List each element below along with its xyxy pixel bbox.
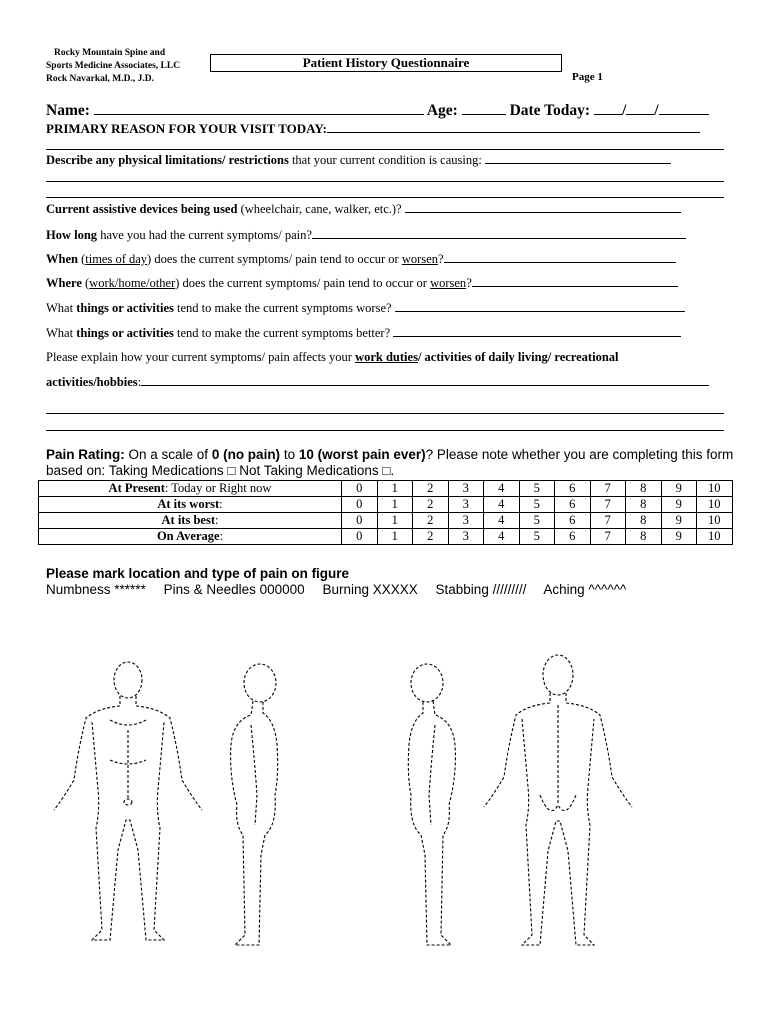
clinic-info [46,47,180,86]
better-row[interactable] [46,326,681,341]
pain-score-option[interactable]: 5 [519,529,555,545]
when-paren: ( [77,252,86,266]
pain-score-option[interactable]: 1 [377,481,413,497]
worse-pre: What [46,301,77,315]
where-label-bold: Where [46,276,82,290]
when-row[interactable] [46,252,676,267]
limitations-label-bold: Describe any physical limitations/ restrictions [46,153,289,167]
limitations-label: that your current condition is causing: [288,153,485,167]
pain-rating-row-label-bold: At Present [108,481,165,495]
pain-rating-row [39,481,733,497]
worse-label: tend to make the current symptoms worse? [173,301,395,315]
where-label: ) does the current symptoms/ pain tend to occur or [175,276,431,290]
when-worsen: worsen [401,252,438,266]
how-long-row[interactable] [46,228,686,243]
where-worsen: worsen [430,276,467,290]
better-label-bold: things or activities [76,326,174,340]
date-day-field[interactable] [626,104,654,115]
primary-reason-field[interactable] [327,122,700,133]
legend-pins-needles: Pins & Needles 000000 [163,582,305,597]
legend-burning: Burning XXXXX [322,582,418,597]
pain-score-option[interactable]: 9 [661,481,697,497]
date-label: Date Today: [509,102,591,119]
explain-row [46,350,619,365]
pain-score-option[interactable]: 4 [484,481,520,497]
pain-score-option[interactable]: 2 [413,513,449,529]
pain-score-option[interactable]: 5 [519,513,555,529]
clinic-name-line1: Rocky Mountain Spine and [54,48,166,58]
explain-work-duties: work duties [355,350,418,364]
hobbies-colon: : [137,375,142,389]
hobbies-label-bold: activities/hobbies [46,375,138,389]
pain-score-option[interactable]: 5 [519,497,555,513]
pain-scale-text: On a scale of [124,447,212,462]
pain-score-option[interactable]: 9 [661,497,697,513]
hobbies-row[interactable] [46,375,709,390]
pain-rating-row-label-bold: On Average [156,529,220,543]
pain-score-option[interactable]: 9 [661,513,697,529]
pain-scale-max: 10 (worst pain ever) [298,447,426,462]
answer-line[interactable] [46,413,724,414]
pain-score-option[interactable]: 4 [484,529,520,545]
age-field[interactable] [462,104,506,115]
when-question-mark: ? [437,252,444,266]
pain-rating-row-label-bold: At its worst [157,497,220,511]
pain-score-option[interactable]: 7 [590,497,626,513]
pain-rating-heading [46,447,736,479]
body-figure-side-left[interactable] [385,655,475,950]
pain-score-option[interactable]: 2 [413,497,449,513]
explain-label-bold: / activities of daily living/ recreational [417,350,619,364]
pain-score-option[interactable]: 3 [448,513,484,529]
where-paren: ( [81,276,90,290]
explain-label: Please explain how your current symptoms/ pain affects your [46,350,356,364]
pain-type-legend [46,582,640,597]
pain-score-option[interactable]: 0 [342,529,378,545]
pain-medication-note: ? Please note whether you are completing this form based on: Taking Medications □ Not Taking Medications □. [46,447,734,478]
pain-rating-row-label-rest: : Today or Right now [164,481,272,495]
pain-rating-row-label [39,481,342,497]
better-pre: What [46,326,77,340]
pain-score-option[interactable]: 3 [448,497,484,513]
legend-aching: Aching ^^^^^^ [543,582,627,597]
pain-rating-row-label-rest: : [219,497,223,511]
date-month-field[interactable] [594,104,622,115]
name-label: Name: [46,102,90,119]
pain-score-option[interactable]: 7 [590,529,626,545]
name-field[interactable] [94,104,424,115]
when-times-of-day: times of day [85,252,148,266]
pain-score-option[interactable]: 3 [448,529,484,545]
pain-score-option[interactable]: 3 [448,481,484,497]
pain-score-option[interactable]: 10 [697,481,733,497]
pain-score-option[interactable]: 2 [413,481,449,497]
better-field[interactable] [393,326,681,337]
pain-score-option[interactable]: 7 [590,513,626,529]
where-question-mark: ? [466,276,472,290]
pain-score-option[interactable]: 8 [626,513,662,529]
pain-rating-row-label-bold: At its best [161,513,215,527]
pain-score-option[interactable]: 1 [377,497,413,513]
form-title: Patient History Questionnaire [302,55,470,70]
hobbies-field[interactable] [141,375,709,386]
how-long-label: have you had the current symptoms/ pain? [97,228,312,242]
pain-score-option[interactable]: 0 [342,513,378,529]
age-label: Age: [426,102,458,119]
body-figure-front[interactable] [48,650,208,950]
primary-reason-label: PRIMARY REASON FOR YOUR VISIT TODAY: [46,121,327,136]
pain-score-option[interactable]: 10 [697,497,733,513]
pain-scale-min: 0 (no pain) [211,447,281,462]
worse-field[interactable] [395,301,685,312]
pain-rating-row-label-rest: : [214,513,219,527]
limitations-field[interactable] [485,153,671,164]
answer-line[interactable] [46,430,724,431]
pain-score-option[interactable]: 6 [555,529,591,545]
answer-line[interactable] [46,181,724,182]
pain-rating-row-label-rest: : [219,529,224,543]
pain-rating-label: Pain Rating: [46,447,125,462]
where-row[interactable] [46,276,678,291]
when-label: ) does the current symptoms/ pain tend to occur or [147,252,402,266]
pain-score-option[interactable]: 5 [519,481,555,497]
pain-score-option[interactable]: 8 [626,497,662,513]
clinic-name-line2: Sports Medicine Associates, LLC [46,61,181,71]
answer-line[interactable] [46,149,724,150]
pain-rating-row-label [39,497,342,513]
pain-score-option[interactable]: 1 [377,529,413,545]
pain-score-option[interactable]: 0 [342,481,378,497]
where-work-home-other: work/home/other [89,276,176,290]
when-field[interactable] [444,252,676,263]
pain-score-option[interactable]: 10 [697,529,733,545]
limitations-row[interactable] [46,153,671,168]
pain-score-option[interactable]: 7 [590,481,626,497]
legend-numbness: Numbness ****** [46,582,146,597]
better-label: tend to make the current symptoms better? [173,326,394,340]
page-number: Page 1 [572,71,603,83]
pain-score-option[interactable]: 8 [626,481,662,497]
form-title-box [210,54,562,72]
pain-score-option[interactable]: 4 [484,513,520,529]
pain-scale-to: to [280,447,299,462]
worse-row[interactable] [46,301,685,316]
pain-score-option[interactable]: 6 [555,513,591,529]
body-figure-side-right[interactable] [215,655,305,950]
assistive-field[interactable] [405,202,681,213]
pain-rating-row [39,513,733,529]
when-label-bold: When [46,252,78,266]
pain-score-option[interactable]: 9 [661,529,697,545]
answer-line[interactable] [46,197,724,198]
legend-stabbing: Stabbing ///////// [435,582,527,597]
pain-score-option[interactable]: 4 [484,497,520,513]
where-field[interactable] [472,276,678,287]
pain-score-option[interactable]: 8 [626,529,662,545]
doctor-name: Rock Navarkal, M.D., J.D. [46,74,154,84]
worse-label-bold: things or activities [76,301,174,315]
how-long-field[interactable] [312,228,686,239]
body-figure-back[interactable] [478,645,638,955]
pain-score-option[interactable]: 1 [377,513,413,529]
assistive-devices-row[interactable] [46,202,681,217]
pain-score-option[interactable]: 2 [413,529,449,545]
primary-reason-row[interactable] [46,121,700,137]
pain-score-option[interactable]: 0 [342,497,378,513]
how-long-label-bold: How long [46,228,98,242]
pain-rating-row-label [39,513,342,529]
pain-rating-table [38,480,733,545]
pain-rating-row-label [39,529,342,545]
pain-rating-row [39,529,733,545]
date-year-field[interactable] [659,104,709,115]
pain-score-option[interactable]: 10 [697,513,733,529]
assistive-label-bold: Current assistive devices being used [46,202,238,216]
pain-score-option[interactable]: 6 [555,481,591,497]
figure-instructions: Please mark location and type of pain on figure [46,566,350,581]
pain-rating-row [39,497,733,513]
assistive-label: (wheelchair, cane, walker, etc.)? [237,202,405,216]
pain-score-option[interactable]: 6 [555,497,591,513]
name-age-date-row[interactable]: Name: Age: Date Today: / / [46,102,709,120]
